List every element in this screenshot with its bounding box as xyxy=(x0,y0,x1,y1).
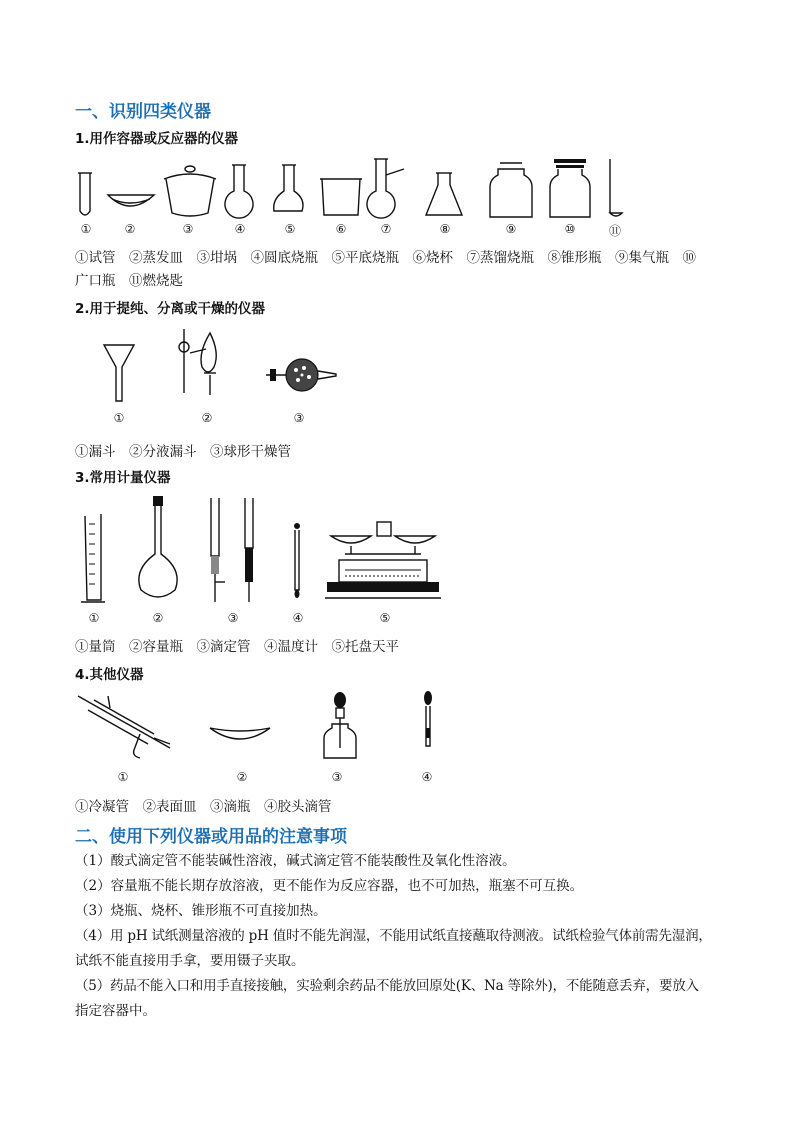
figure-number: ① xyxy=(117,770,129,784)
beaker-drawing xyxy=(320,179,362,215)
caption: ①漏斗 ②分液漏斗 ③球形干燥管 xyxy=(75,444,291,460)
figure-number: ⑧ xyxy=(439,222,451,236)
thermometer-drawing xyxy=(294,523,300,598)
drying-tube-drawing xyxy=(266,359,336,391)
combustion-spoon-drawing xyxy=(610,159,622,216)
paragraph: 试纸不能直接用手拿，要用镊子夹取。 xyxy=(75,953,305,969)
gas-jar-drawing xyxy=(490,163,532,217)
paragraph: 指定容器中。 xyxy=(75,1003,156,1019)
figure-number: ⑪ xyxy=(608,224,621,238)
figure-number: ① xyxy=(88,611,100,625)
wide-mouth-bottle-drawing xyxy=(550,159,590,217)
crucible-drawing xyxy=(164,166,216,216)
figure-number: ② xyxy=(201,411,213,425)
figure-number: ④ xyxy=(421,770,433,784)
figure-number: ⑦ xyxy=(380,222,392,236)
figure-number: ⑩ xyxy=(564,222,576,236)
dropper-bottle-drawing xyxy=(324,692,356,758)
conical-flask-drawing xyxy=(426,173,462,215)
separation-instruments-figure xyxy=(90,325,350,410)
separatory-funnel-drawing xyxy=(179,329,216,395)
funnel-drawing xyxy=(104,345,134,401)
caption: ①冷凝管 ②表面皿 ③滴瓶 ④胶头滴管 xyxy=(75,799,332,815)
figure-number: ② xyxy=(152,611,164,625)
paragraph: （2）容量瓶不能长期存放溶液，更不能作为反应容器，也不可加热，瓶塞不可互换。 xyxy=(75,878,584,894)
figure-number: ③ xyxy=(331,770,343,784)
section-title: 二、使用下列仪器或用品的注意事项 xyxy=(75,827,347,847)
figure-number: ③ xyxy=(182,222,194,236)
paragraph: （5）药品不能入口和用手直接接触，实验剩余药品不能放回原处(K、Na 等除外)，不能随意丢弃，要放入 xyxy=(75,978,699,994)
figure-number: ① xyxy=(80,222,92,236)
figure-number: ④ xyxy=(234,222,246,236)
figure-number: ② xyxy=(236,770,248,784)
watch-glass-drawing xyxy=(210,728,270,739)
caption: 广口瓶 ⑪燃烧匙 xyxy=(75,273,183,289)
flat-bottom-flask-drawing xyxy=(274,165,303,211)
platform-balance-drawing xyxy=(325,522,441,598)
condenser-drawing xyxy=(78,696,170,758)
round-bottom-flask-drawing xyxy=(225,165,253,218)
graduated-cylinder-drawing xyxy=(81,514,105,602)
subsection-title: 3.常用计量仪器 xyxy=(75,470,171,486)
paragraph: （1）酸式滴定管不能装碱性溶液，碱式滴定管不能装酸性及氧化性溶液。 xyxy=(75,853,516,869)
figure-number: ⑤ xyxy=(379,611,391,625)
figure-number: ⑤ xyxy=(284,222,296,236)
subsection-title: 1.用作容器或反应器的仪器 xyxy=(75,131,239,147)
container-instruments-figure xyxy=(70,155,640,225)
evaporating-dish-drawing xyxy=(108,195,154,206)
burette-drawing xyxy=(211,498,253,602)
figure-number: ③ xyxy=(293,411,305,425)
caption: ①试管 ②蒸发皿 ③坩埚 ④圆底烧瓶 ⑤平底烧瓶 ⑥烧杯 ⑦蒸馏烧瓶 ⑧锥形瓶 ⑨集气瓶 ⑩ xyxy=(75,250,696,266)
figure-number: ⑨ xyxy=(505,222,517,236)
other-instruments-figure xyxy=(70,688,450,768)
volumetric-flask-drawing xyxy=(139,496,177,597)
subsection-title: 2.用于提纯、分离或干燥的仪器 xyxy=(75,301,266,317)
distilling-flask-drawing xyxy=(367,159,404,218)
paragraph: （4）用 pH 试纸测量溶液的 pH 值时不能先润湿，不能用试纸直接蘸取待测液。试纸检验气体前需先湿润， xyxy=(75,928,712,944)
rubber-dropper-drawing xyxy=(424,691,432,746)
paragraph: （3）烧瓶、烧杯、锥形瓶不可直接加热。 xyxy=(75,903,327,919)
caption: ①量筒 ②容量瓶 ③滴定管 ④温度计 ⑤托盘天平 xyxy=(75,639,399,655)
figure-number: ① xyxy=(113,411,125,425)
measuring-instruments-figure xyxy=(75,490,445,608)
subsection-title: 4.其他仪器 xyxy=(75,667,144,683)
figure-number: ④ xyxy=(292,611,304,625)
figure-number: ② xyxy=(124,222,136,236)
section-title: 一、识别四类仪器 xyxy=(75,102,211,122)
test-tube-drawing xyxy=(78,173,92,215)
figure-number: ⑥ xyxy=(335,222,347,236)
figure-number: ③ xyxy=(227,611,239,625)
